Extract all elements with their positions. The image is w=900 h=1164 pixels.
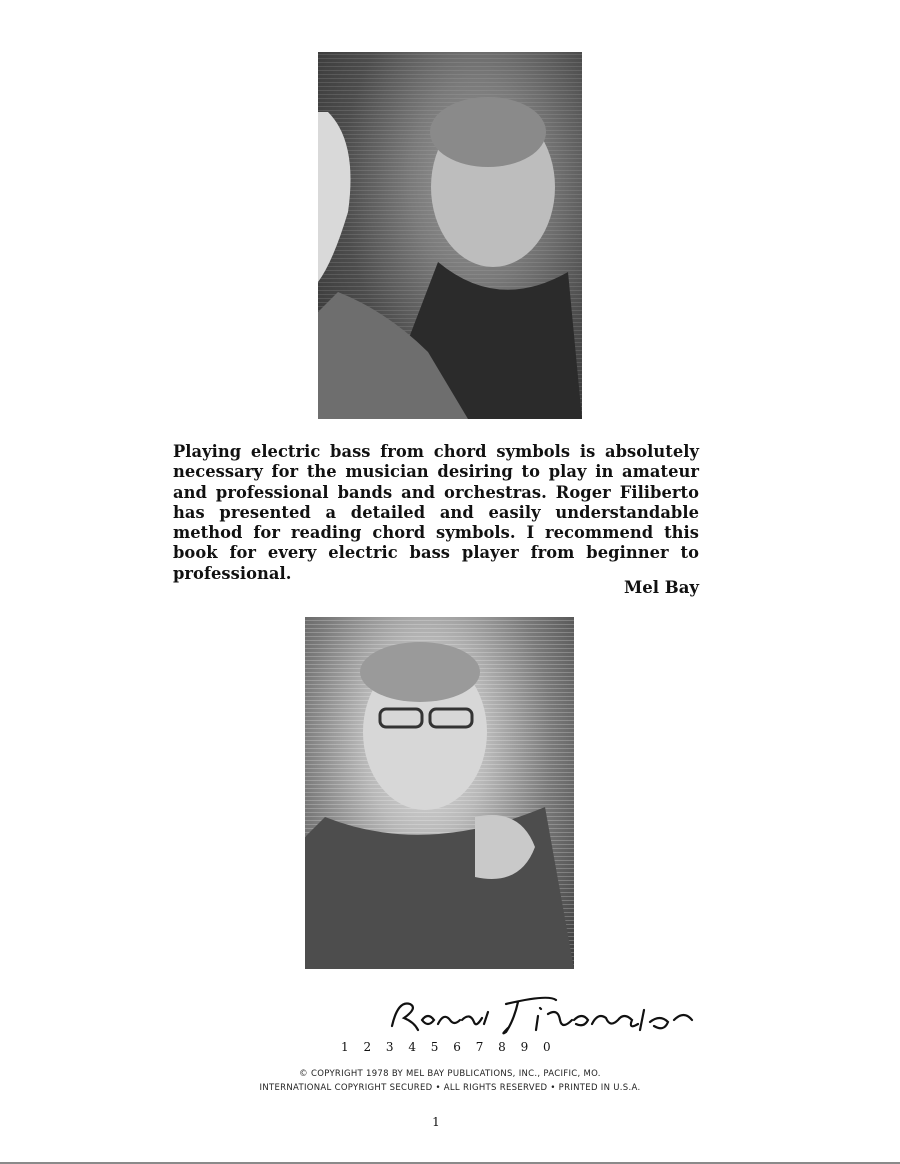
copyright-line: © COPYRIGHT 1978 BY MEL BAY PUBLICATIONS, INC., PACIFIC, MO. <box>299 1069 601 1079</box>
print-line-numbers: 1 2 3 4 5 6 7 8 9 0 <box>341 1040 557 1054</box>
portrait-photo-mel-bay <box>318 52 582 419</box>
signature-image <box>388 990 700 1040</box>
portrait-silhouette <box>318 52 582 419</box>
mel-bay-quote: Playing electric bass from chord symbols is absolutely necessary for the musician desiring to play in amateur and professional bands and orchestras. Roger Filiberto has presented a detailed and easily understandable method for reading chord symbols. I recommend this book for every electric bass player from beginner to professional. <box>173 442 699 583</box>
quote-author: Mel Bay <box>624 578 699 597</box>
rights-line: INTERNATIONAL COPYRIGHT SECURED • ALL RIGHTS RESERVED • PRINTED IN U.S.A. <box>259 1083 641 1093</box>
page-number: 1 <box>432 1115 440 1129</box>
portrait-photo-roger-filiberto <box>305 617 574 969</box>
portrait-silhouette <box>305 617 574 969</box>
